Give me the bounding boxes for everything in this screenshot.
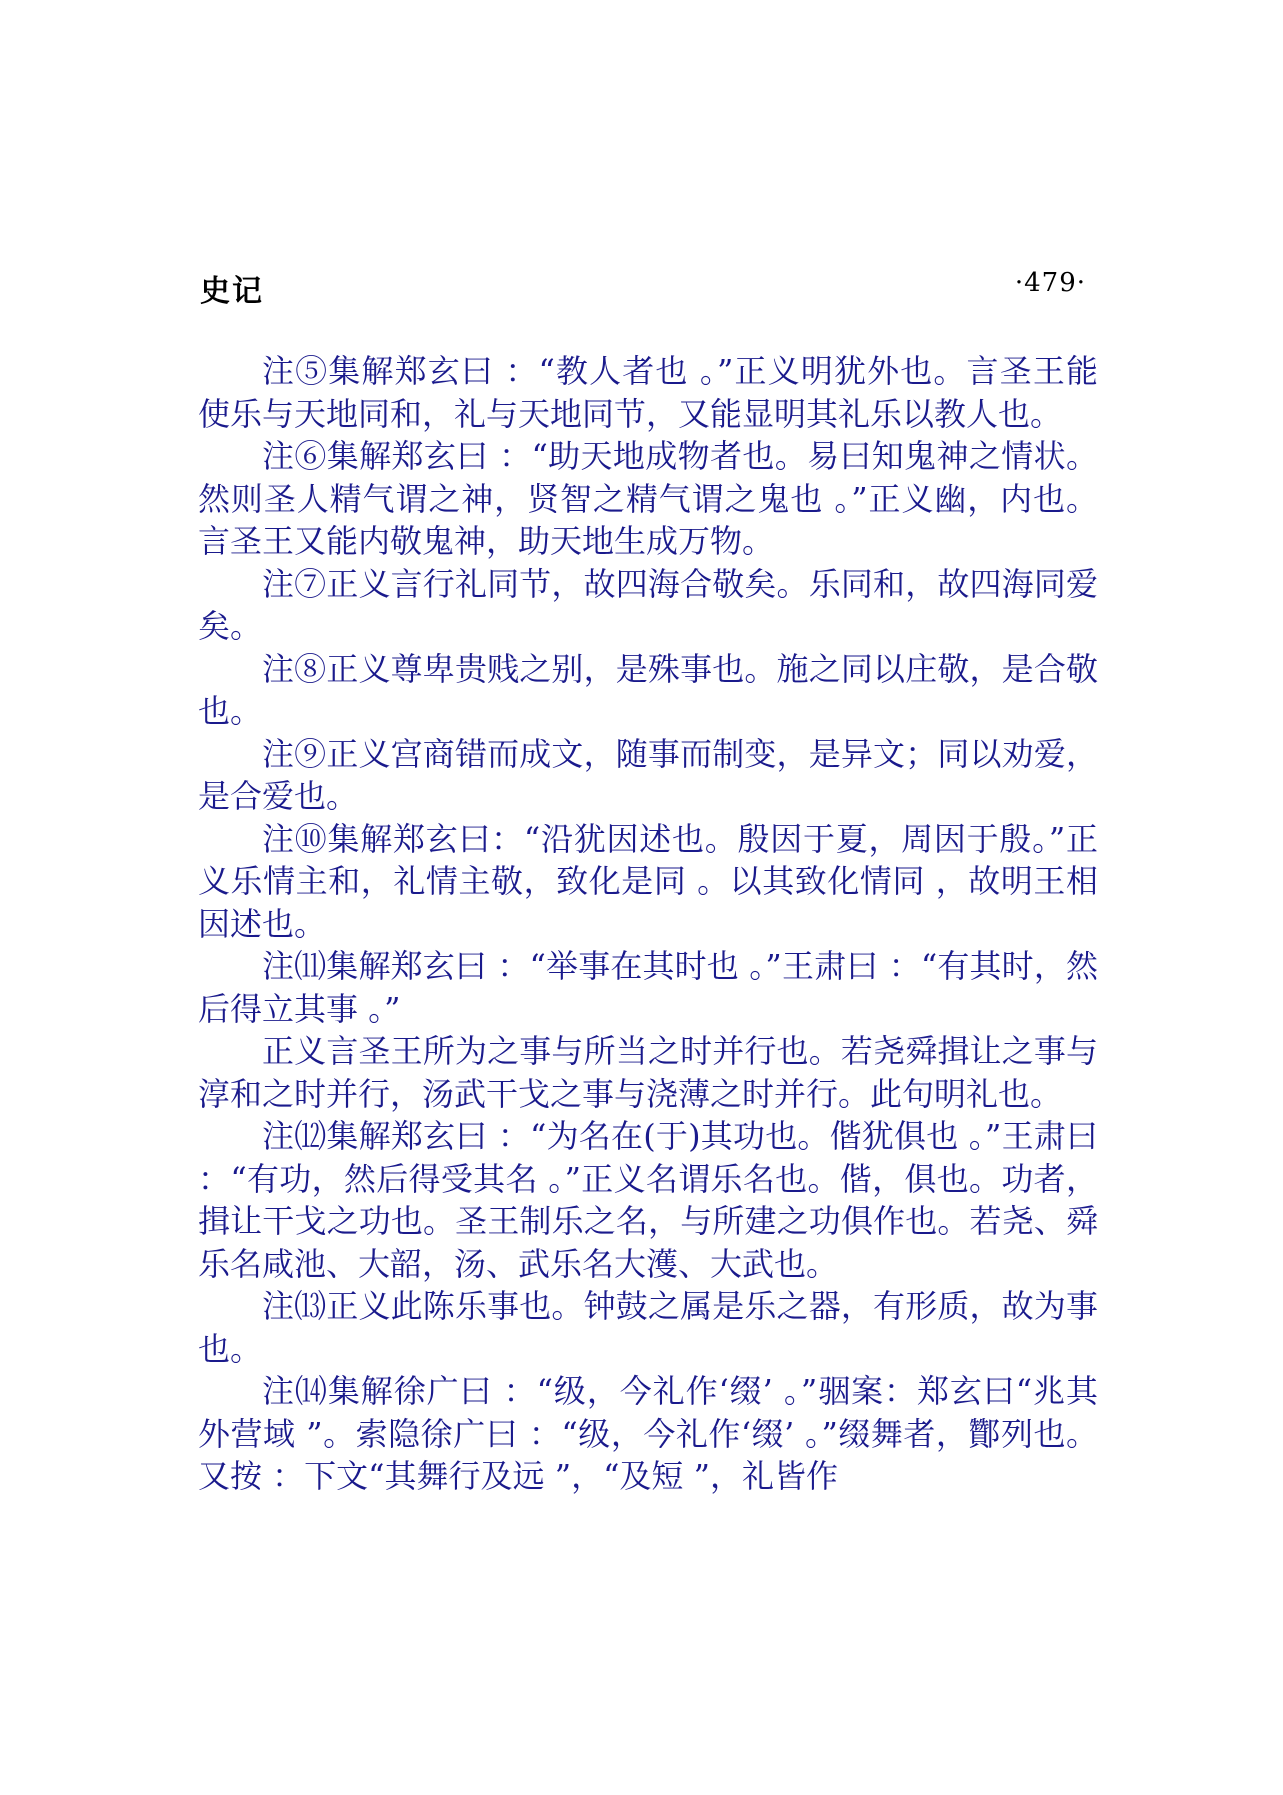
- annotation-13: 注⒀正义此陈乐事也。钟鼓之属是乐之器，有形质，故为事也。: [198, 1287, 1098, 1368]
- annotation-7: 注⑦正义言行礼同节，故四海合敬矣。乐同和，故四海同爱矣。: [198, 564, 1098, 645]
- annotation-8: 注⑧正义尊卑贵贱之别，是殊事也。施之同以庄敬，是合敬也。: [198, 649, 1098, 730]
- annotation-10: 注⑩集解郑玄曰：“沿犹因述也。殷因于夏，周因于殷。”正义乐情主和，礼情主敬，致化是同 。以其致化情同 ，故明王相因述也。: [198, 819, 1098, 943]
- book-title: 史记: [200, 274, 264, 309]
- page-number: ·479·: [1014, 268, 1086, 298]
- annotation-12: 注⑿集解郑玄曰 ：“为名在(于)其功也。偕犹俱也 。”王肃曰 ：“有功，然后得受其名 。”正义名谓乐名也。偕，俱也。功者，揖让干戈之功也。圣王制乐之名，与所建之功俱作也。若尧、舜乐名咸池、大韶，汤、武乐名大濩、大武也。: [198, 1117, 1109, 1283]
- body-text: [198, 350, 1109, 1498]
- annotation-9: 注⑨正义宫商错而成文，随事而制变，是异文；同以劝爱，是合爱也。: [198, 734, 1098, 815]
- annotation-11-zhengyi: 正义言圣王所为之事与所当之时并行也。若尧舜揖让之事与淳和之时并行，汤武干戈之事与浇薄之时并行。此句明礼也。: [198, 1032, 1098, 1113]
- annotation-11: 注⑾集解郑玄曰 ：“举事在其时也 。”王肃曰 ：“有其时，然后得立其事 。”: [198, 947, 1098, 1028]
- annotation-6: 注⑥集解郑玄曰 ：“助天地成物者也。易曰知鬼神之情状。然则圣人精气谓之神，贤智之精气谓之鬼也 。”正义幽，内也。言圣王又能内敬鬼神，助天地生成万物。: [198, 437, 1098, 560]
- annotation-14: 注⒁集解徐广曰 ：“级，今礼作‘缀’ 。”骃案：郑玄曰“兆其外营域 ”。索隐徐广曰 ：“级，今礼作‘缀’ 。”缀舞者，酇列也。又按 ：下文“其舞行及远 ”，“及短 ”，礼皆作: [198, 1372, 1098, 1495]
- annotation-5: 注⑤集解郑玄曰 ：“教人者也 。”正义明犹外也。言圣王能使乐与天地同和，礼与天地同节，又能显明其礼乐以教人也。: [198, 352, 1098, 433]
- running-head: [200, 266, 1086, 309]
